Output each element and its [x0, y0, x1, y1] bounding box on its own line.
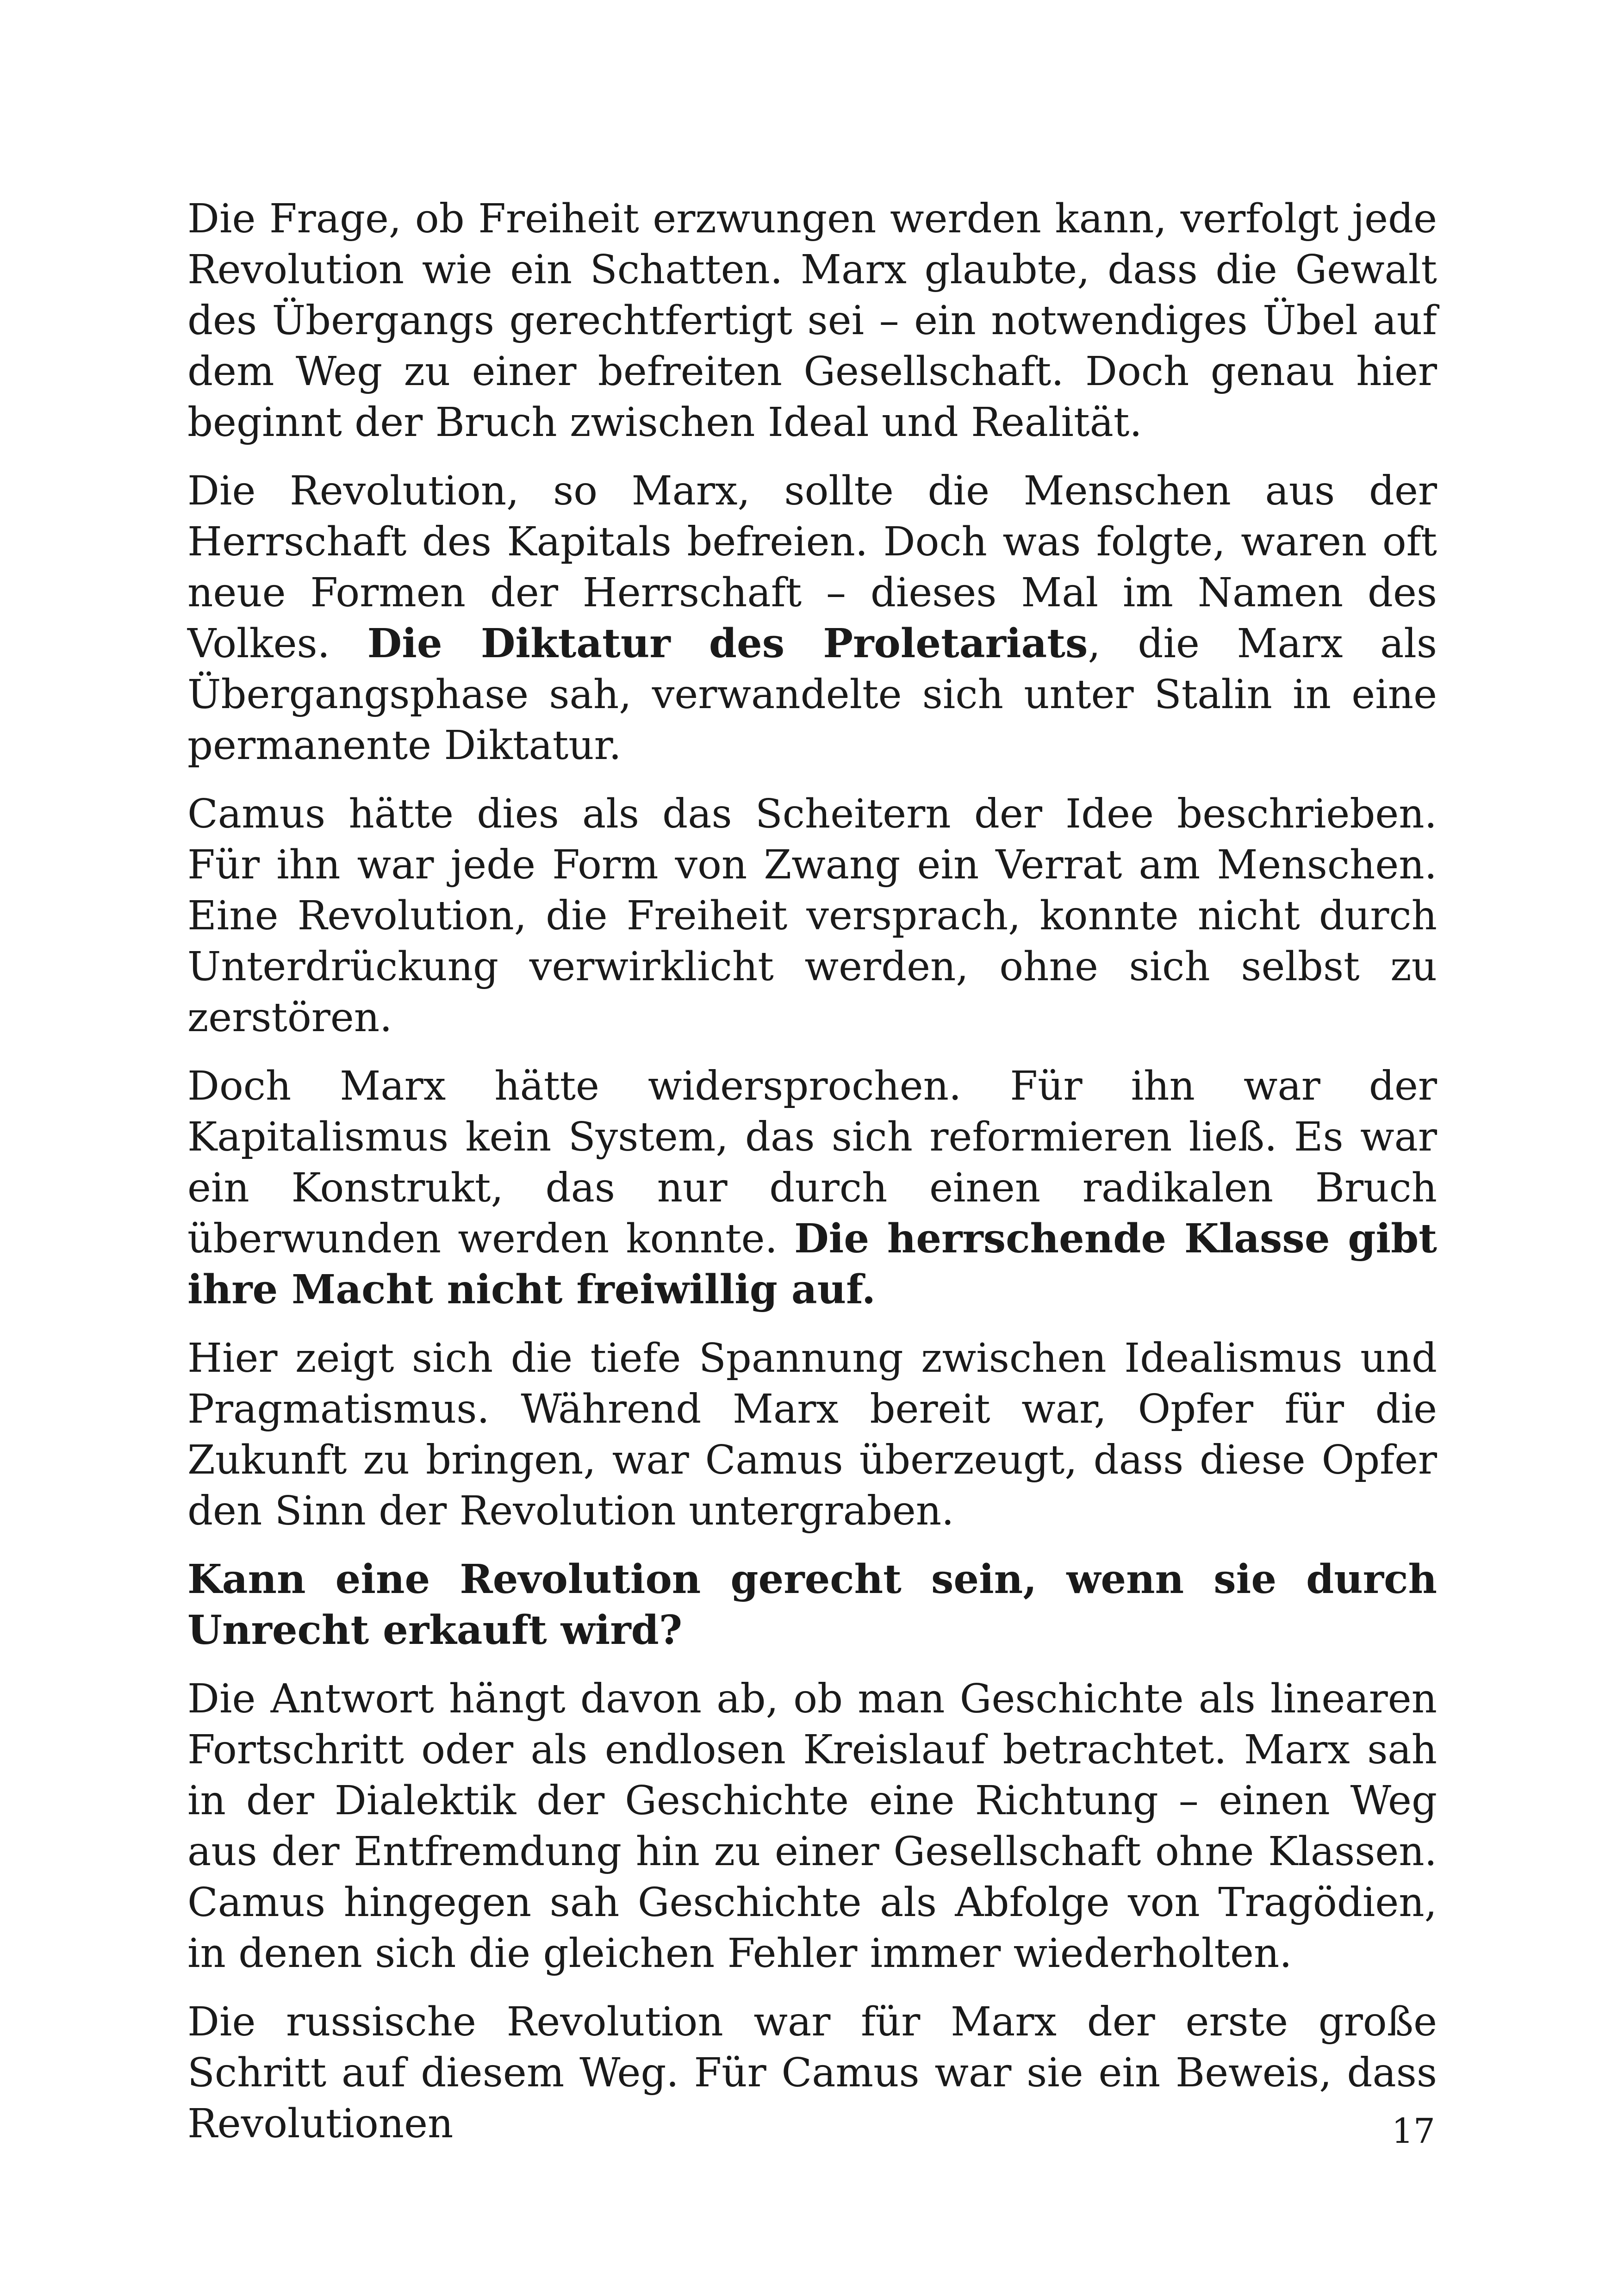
- paragraph: [187, 466, 1437, 771]
- paragraph-text: , die Marx als Übergangsphase sah, verwandelte sich unter Stalin in eine permanente Diktatur.: [187, 621, 1437, 769]
- paragraph: [187, 1674, 1437, 1979]
- paragraph-text: Die Frage, ob Freiheit erzwungen werden kann, verfolgt jede Revolution wie ein Schatten. Marx glaubte, dass die Gewalt des Übergangs gerechtfertigt sei – ein notwendiges Übel auf dem Weg zu einer befreiten Gesellschaft. Doch genau hier beginnt der Bruch zwischen Ideal und Realität.: [187, 196, 1437, 446]
- paragraph: [187, 1061, 1437, 1315]
- page-number: 17: [1391, 2111, 1435, 2151]
- bold-phrase: Die herrschende Klasse gibt ihre Macht nicht freiwillig auf.: [187, 1215, 1437, 1313]
- paragraph-text: Hier zeigt sich die tiefe Spannung zwischen Idealismus und Pragmatismus. Während Marx bereit war, Opfer für die Zukunft zu bringen, war Camus überzeugt, dass diese Opfer den Sinn der Revolution untergraben.: [187, 1335, 1437, 1534]
- paragraph-text: Die russische Revolution war für Marx der erste große Schritt auf diesem Weg. Für Camus war sie ein Beweis, dass Revolutionen: [187, 1999, 1437, 2147]
- paragraph: [187, 1997, 1437, 2149]
- paragraph: [187, 1333, 1437, 1537]
- paragraph-text: Doch Marx hätte widersprochen. Für ihn war der Kapitalismus kein System, das sich reformieren ließ. Es war ein Konstrukt, das nur durch einen radikalen Bruch überwunden werden konnte.: [187, 1063, 1437, 1262]
- bold-phrase: Kann eine Revolution gerecht sein, wenn sie durch Unrecht erkauft wird?: [187, 1556, 1437, 1654]
- paragraph-text: Camus hätte dies als das Scheitern der Idee beschrieben. Für ihn war jede Form von Zwang ein Verrat am Menschen. Eine Revolution, die Freiheit versprach, konnte nicht durch Unterdrückung verwirklicht werden, ohne sich selbst zu zerstören.: [187, 791, 1437, 1041]
- paragraph: [187, 789, 1437, 1043]
- paragraph-text: Die Revolution, so Marx, sollte die Menschen aus der Herrschaft des Kapitals befreien. Doch was folgte, waren oft neue Formen der Herrschaft – dieses Mal im Namen des Volkes.: [187, 468, 1437, 667]
- bold-question: [187, 1554, 1437, 1656]
- body-text: [187, 193, 1437, 2167]
- paragraph: [187, 193, 1437, 448]
- bold-phrase: Die Diktatur des Proletariats: [367, 620, 1088, 667]
- paragraph-text: Die Antwort hängt davon ab, ob man Geschichte als linearen Fortschritt oder als endlosen Kreislauf betrachtet. Marx sah in der Dialektik der Geschichte eine Richtung – einen Weg aus der Entfremdung hin zu einer Gesellschaft ohne Klassen. Camus hingegen sah Geschichte als Abfolge von Tragödien, in denen sich die gleichen Fehler immer wiederholten.: [187, 1676, 1437, 1977]
